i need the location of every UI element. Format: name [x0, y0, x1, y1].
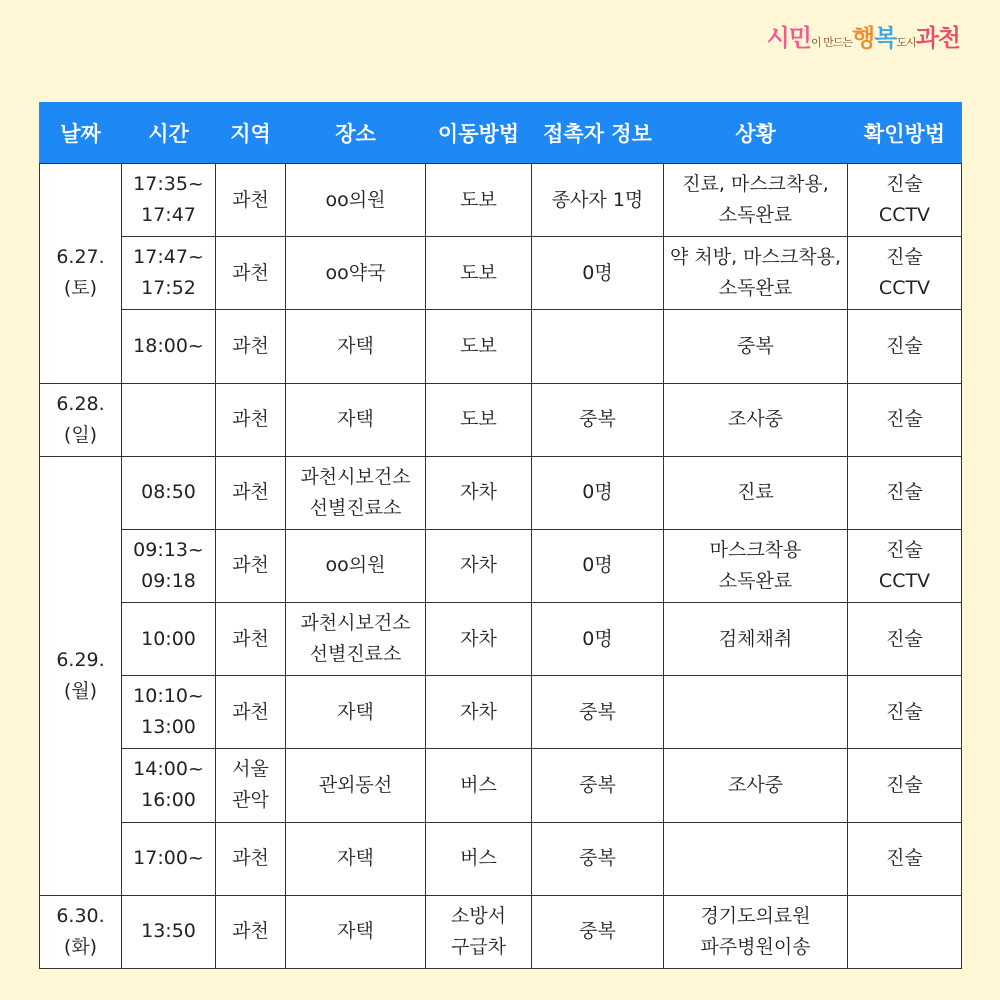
contacts-cell: 종사자 1명 — [532, 164, 664, 237]
method-cell — [848, 895, 962, 968]
table-row — [40, 603, 962, 676]
logo-part: 이 만드는 — [810, 36, 852, 49]
table-row — [40, 895, 962, 968]
status-cell: 중복 — [664, 310, 848, 383]
place-cell: 과천시보건소 선별진료소 — [286, 603, 426, 676]
status-cell: 마스크착용 소독완료 — [664, 529, 848, 602]
date-cell: 6.28. (일) — [40, 383, 122, 456]
place-cell: 자택 — [286, 676, 426, 749]
method-cell: 진술 — [848, 749, 962, 822]
region-cell: 과천 — [216, 676, 286, 749]
transport-cell: 도보 — [426, 310, 532, 383]
status-cell: 진료, 마스크착용, 소독완료 — [664, 164, 848, 237]
region-cell: 과천 — [216, 822, 286, 895]
time-cell: 10:00 — [122, 603, 216, 676]
place-cell: 자택 — [286, 383, 426, 456]
status-cell: 진료 — [664, 456, 848, 529]
method-cell: 진술 — [848, 822, 962, 895]
contacts-cell: 0명 — [532, 456, 664, 529]
column-header-place: 장소 — [286, 103, 426, 164]
table-header-row — [40, 103, 962, 164]
time-cell: 10:10~ 13:00 — [122, 676, 216, 749]
date-cell: 6.29. (월) — [40, 456, 122, 895]
table-row — [40, 822, 962, 895]
place-cell: 관외동선 — [286, 749, 426, 822]
contacts-cell: 중복 — [532, 822, 664, 895]
contacts-cell: 0명 — [532, 603, 664, 676]
status-cell: 조사중 — [664, 749, 848, 822]
region-cell: 과천 — [216, 237, 286, 310]
time-cell: 17:47~ 17:52 — [122, 237, 216, 310]
transport-cell: 버스 — [426, 822, 532, 895]
contacts-cell: 중복 — [532, 895, 664, 968]
city-logo — [767, 18, 960, 53]
logo-part: 과천 — [915, 24, 960, 52]
status-cell: 조사중 — [664, 383, 848, 456]
transport-cell: 도보 — [426, 383, 532, 456]
place-cell: 과천시보건소 선별진료소 — [286, 456, 426, 529]
time-cell: 08:50 — [122, 456, 216, 529]
method-cell: 진술 — [848, 603, 962, 676]
contacts-cell: 중복 — [532, 749, 664, 822]
table-row — [40, 164, 962, 237]
transport-cell: 자차 — [426, 456, 532, 529]
column-header-status: 상황 — [664, 103, 848, 164]
contacts-cell: 중복 — [532, 676, 664, 749]
transport-cell: 자차 — [426, 603, 532, 676]
status-cell: 검체채취 — [664, 603, 848, 676]
date-cell: 6.30. (화) — [40, 895, 122, 968]
time-cell: 14:00~ 16:00 — [122, 749, 216, 822]
movement-schedule-table — [39, 102, 962, 969]
logo-part: 행 — [851, 24, 875, 52]
table-row — [40, 529, 962, 602]
contacts-cell: 중복 — [532, 383, 664, 456]
time-cell — [122, 383, 216, 456]
table-row — [40, 310, 962, 383]
place-cell: 자택 — [286, 310, 426, 383]
place-cell: oo의원 — [286, 529, 426, 602]
place-cell: oo약국 — [286, 237, 426, 310]
contacts-cell — [532, 310, 664, 383]
method-cell: 진술 CCTV — [848, 237, 962, 310]
time-cell: 09:13~ 09:18 — [122, 529, 216, 602]
transport-cell: 자차 — [426, 676, 532, 749]
region-cell: 과천 — [216, 164, 286, 237]
logo-part: 복 — [874, 24, 897, 52]
contacts-cell: 0명 — [532, 529, 664, 602]
transport-cell: 소방서 구급차 — [426, 895, 532, 968]
region-cell: 과천 — [216, 456, 286, 529]
status-cell: 약 처방, 마스크착용, 소독완료 — [664, 237, 848, 310]
status-cell — [664, 676, 848, 749]
status-cell — [664, 822, 848, 895]
method-cell: 진술 — [848, 310, 962, 383]
place-cell: oo의원 — [286, 164, 426, 237]
transport-cell: 도보 — [426, 164, 532, 237]
region-cell: 과천 — [216, 529, 286, 602]
place-cell: 자택 — [286, 895, 426, 968]
column-header-method: 확인방법 — [848, 103, 962, 164]
table-row — [40, 237, 962, 310]
transport-cell: 자차 — [426, 529, 532, 602]
place-cell: 자택 — [286, 822, 426, 895]
region-cell: 과천 — [216, 383, 286, 456]
time-cell: 17:00~ — [122, 822, 216, 895]
table-row — [40, 676, 962, 749]
column-header-time: 시간 — [122, 103, 216, 164]
time-cell: 13:50 — [122, 895, 216, 968]
time-cell: 18:00~ — [122, 310, 216, 383]
status-cell: 경기도의료원 파주병원이송 — [664, 895, 848, 968]
table-row — [40, 456, 962, 529]
time-cell: 17:35~ 17:47 — [122, 164, 216, 237]
transport-cell: 도보 — [426, 237, 532, 310]
logo-part: 도시 — [896, 36, 916, 49]
region-cell: 과천 — [216, 310, 286, 383]
method-cell: 진술 CCTV — [848, 529, 962, 602]
column-header-contacts: 접촉자 정보 — [532, 103, 664, 164]
contacts-cell: 0명 — [532, 237, 664, 310]
region-cell: 과천 — [216, 603, 286, 676]
table-body — [40, 164, 962, 969]
date-cell: 6.27. (토) — [40, 164, 122, 384]
method-cell: 진술 — [848, 456, 962, 529]
column-header-region: 지역 — [216, 103, 286, 164]
method-cell: 진술 — [848, 676, 962, 749]
transport-cell: 버스 — [426, 749, 532, 822]
method-cell: 진술 — [848, 383, 962, 456]
table-row — [40, 749, 962, 822]
logo-part: 시민 — [766, 24, 811, 52]
column-header-transport: 이동방법 — [426, 103, 532, 164]
table-row — [40, 383, 962, 456]
region-cell: 과천 — [216, 895, 286, 968]
method-cell: 진술 CCTV — [848, 164, 962, 237]
column-header-date: 날짜 — [40, 103, 122, 164]
region-cell: 서울 관악 — [216, 749, 286, 822]
